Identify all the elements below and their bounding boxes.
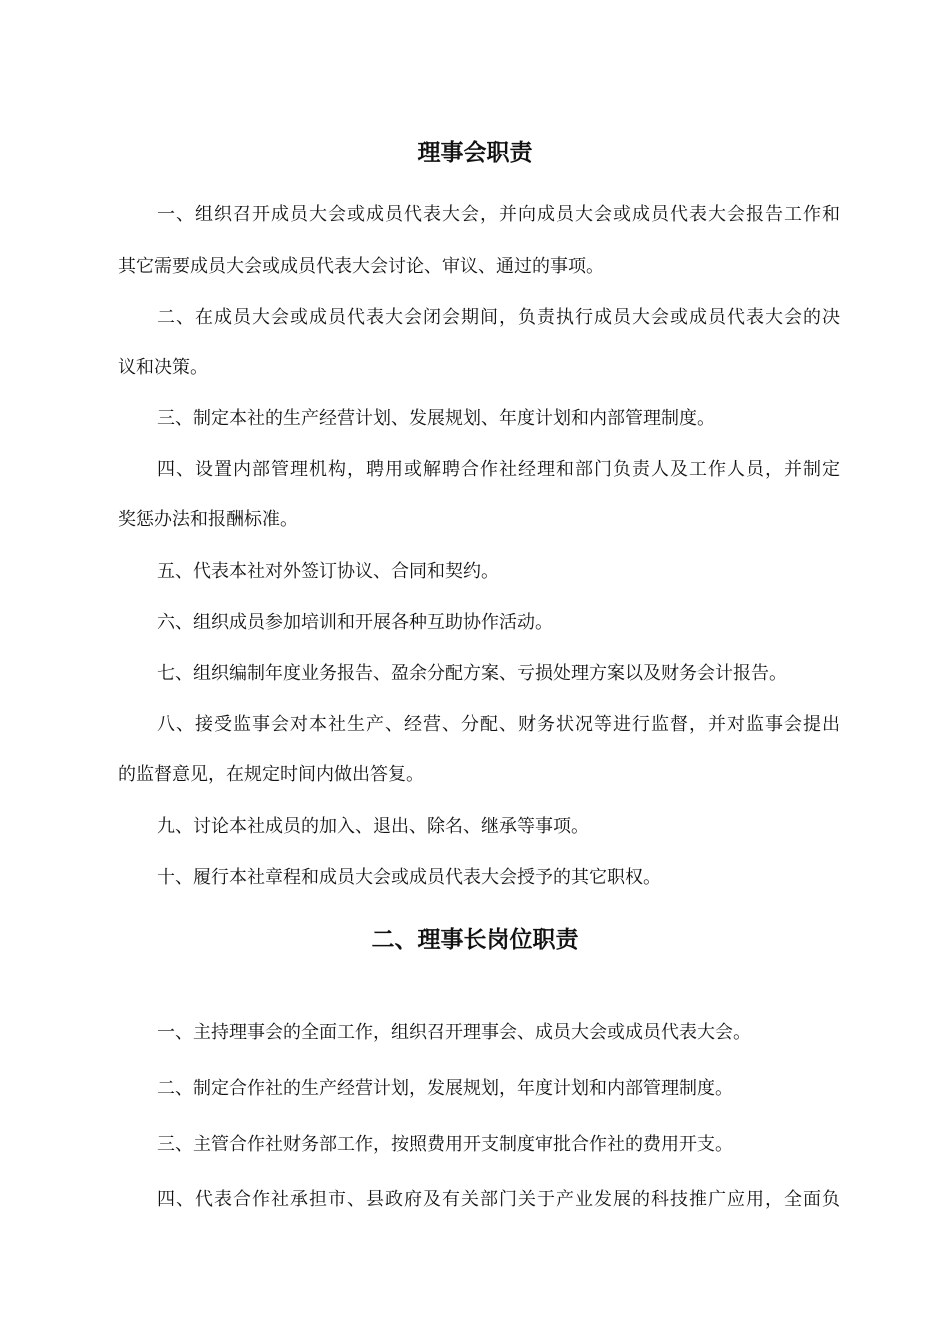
duty-item-8-line-1: 八、接受监事会对本社生产、经营、分配、财务状况等进行监督，并对监事会提出 xyxy=(157,714,840,735)
chairman-duty-item-3: 三、主管合作社财务部工作，按照费用开支制度审批合作社的费用开支。 xyxy=(157,1134,733,1155)
duty-item-6: 六、组织成员参加培训和开展各种互助协作活动。 xyxy=(157,612,553,633)
duty-item-10: 十、履行本社章程和成员大会或成员代表大会授予的其它职权。 xyxy=(157,867,661,888)
duty-item-7: 七、组织编制年度业务报告、盈余分配方案、亏损处理方案以及财务会计报告。 xyxy=(157,663,787,684)
duty-item-8-line-2: 的监督意见，在规定时间内做出答复。 xyxy=(118,764,424,785)
duty-item-4-line-2: 奖惩办法和报酬标准。 xyxy=(118,509,298,530)
duty-item-2-line-1: 二、在成员大会或成员代表大会闭会期间，负责执行成员大会或成员代表大会的决 xyxy=(157,307,840,328)
chairman-duty-item-4-line-1: 四、代表合作社承担市、县政府及有关部门关于产业发展的科技推广应用，全面负 xyxy=(157,1189,840,1210)
section-title-council-duties: 理事会职责 xyxy=(417,140,533,166)
section-title-chairman-duties: 二、理事长岗位职责 xyxy=(371,927,579,953)
chairman-duty-item-1: 一、主持理事会的全面工作，组织召开理事会、成员大会或成员代表大会。 xyxy=(157,1022,751,1043)
duty-item-4-line-1: 四、设置内部管理机构，聘用或解聘合作社经理和部门负责人及工作人员，并制定 xyxy=(157,459,840,480)
duty-item-5: 五、代表本社对外签订协议、合同和契约。 xyxy=(157,561,499,582)
chairman-duty-item-2: 二、制定合作社的生产经营计划，发展规划，年度计划和内部管理制度。 xyxy=(157,1078,733,1099)
duty-item-9: 九、讨论本社成员的加入、退出、除名、继承等事项。 xyxy=(157,816,589,837)
duty-item-1-line-2: 其它需要成员大会或成员代表大会讨论、审议、通过的事项。 xyxy=(118,256,604,277)
duty-item-1-line-1: 一、组织召开成员大会或成员代表大会，并向成员大会或成员代表大会报告工作和 xyxy=(157,204,840,225)
duty-item-2-line-2: 议和决策。 xyxy=(118,357,208,378)
duty-item-3: 三、制定本社的生产经营计划、发展规划、年度计划和内部管理制度。 xyxy=(157,408,715,429)
